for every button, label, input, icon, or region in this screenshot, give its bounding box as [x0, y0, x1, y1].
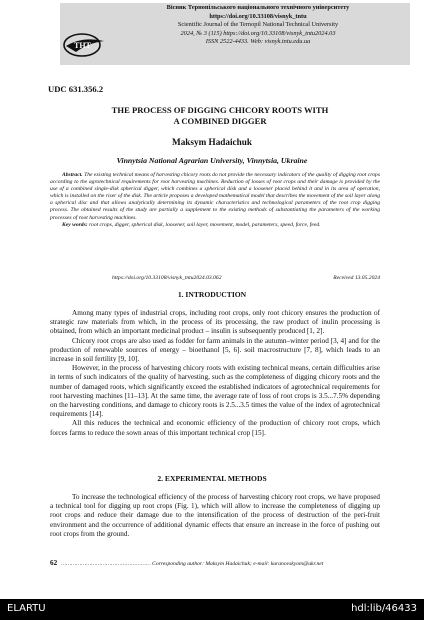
methods-body — [50, 493, 380, 539]
journal-name-ua: Вісник Тернопільського національного технічного університету — [166, 4, 350, 11]
udc-code: UDC 631.356.2 — [48, 84, 104, 94]
repository-name: ELARTU — [7, 603, 46, 614]
page-number: 62 — [50, 559, 58, 567]
methods-paragraph-1: To increase the technological efficiency of the process of harvesting chicory root crops, we have proposed a technical tool for digging up root crops (Fig. 1), which will allow to increase the completeness of digging up root crops and reduce their damage due to the intensification of the process of destruction of the peri-fruit environment and the occurrence of additional dynamic effects that ensure an increase in the force of pushing out root crops from the ground. — [50, 493, 380, 538]
repository-handle[interactable]: hdl:lib/46433 — [351, 603, 417, 614]
keywords-label: Key words: — [62, 221, 88, 228]
corresponding-author: Corresponding author: Maksym Hadaichuk; e-mail: kuranovskyom@ukr.net — [152, 561, 324, 567]
author-affiliation: Vinnytsia National Agrarian University, Vinnytsia, Ukraine — [116, 156, 308, 165]
journal-header-text — [108, 4, 408, 47]
keywords-text: root crops, digger, spherical disk, loosener, soil layer, movement, model, parameters, speed, force, feed. — [89, 221, 321, 228]
logo-text: ТНТ — [74, 41, 91, 50]
intro-paragraph-1: Among many types of industrial crops, including root crops, only root chicory ensures the production of strategic raw materials from which, in the process of its processing, the raw product of inulin processing is obtained, from which an important medicinal product – insulin is subsequently produced [1, 2]. — [50, 309, 380, 336]
section-heading-methods: 2. EXPERIMENTAL METHODS — [157, 474, 267, 483]
section-heading-introduction: 1. INTRODUCTION — [177, 290, 247, 299]
footer-dots: ……………………………………………… — [61, 561, 151, 567]
abstract-block — [50, 172, 380, 229]
repository-bar — [0, 599, 424, 620]
journal-doi-link[interactable]: https://doi.org/10.33108/visnyk_tntu — [209, 12, 307, 20]
issue-info: 2024, № 3 (115) https://doi.org/10.33108/visnyk_tntu2024.03 — [180, 29, 336, 37]
title-line-1: THE PROCESS OF DIGGING CHICORY ROOTS WITH — [111, 105, 329, 115]
received-date: Received 13.05.2024 — [333, 275, 380, 281]
article-doi-link[interactable]: https://doi.org/10.33108/visnyk_tntu2024.03.062 — [112, 275, 222, 281]
journal-name-en: Scientific Journal of the Ternopil National Technical University — [177, 21, 339, 29]
article-title — [60, 105, 380, 127]
abstract-label: Abstract. — [62, 172, 83, 178]
journal-logo — [62, 32, 106, 58]
intro-paragraph-4: All this reduces the technical and economic efficiency of the production of chicory root crops, which forces farms to reduce the sown areas of this important technical crop [15]. — [50, 419, 380, 437]
abstract-paragraph — [50, 172, 380, 222]
page-footer — [50, 559, 380, 567]
abstract-text: The existing technical means of harvesting chicory roots do not provide the necessary indicators of the quality of digging root crops according to the agrotechnical requirements for root harvesting machines. Reduction of losses of root crops and their damage is provided by the use of a combined single-disk spherical digger, which combines a spherical disk and a loosener placed behind it and in its area of operation, which is installed on the riser of the disk. The article proposes a developed mathematical model that describes the movement of the soil layer along a spherical disc and that allows analytically determining its dynamic characteristics and technological parameters of the root crop digging process. The obtained results of the study are partially a supplement to the existing methods of substantiating the parameters of the working processes of root harvesting machines. — [50, 172, 380, 221]
intro-paragraph-3: However, in the process of harvesting chicory roots with existing technical means, certain difficulties arise in terms of such indicators of the quality of harvesting, such as the completeness of digging chicory roots and the number of damaged roots, which significantly exceed the established indicators of agrotechnical requirements for root harvesting machines [11–13]. At the same time, the average rate of loss of root crops is 3.5...7.5% depending on the harvesting conditions, and damage to chicory roots is 2.5...3.5 times the value of the index of agrotechnical requirements [14]. — [50, 364, 380, 419]
author-name: Maksym Hadaichuk — [172, 137, 252, 147]
keywords-paragraph — [50, 222, 380, 229]
issn-web: ISSN 2522-4433. Web: visnyk.tntu.edu.ua — [205, 38, 311, 46]
intro-paragraph-2: Chicory root crops are also used as fodder for farm animals in the autumn–winter period [3, 4] and for the production of renewable sources of energy – bioethanol [5, 6]. soil macrostructure [7, 8], which leads to an increase in soil fertility [9, 10]. — [50, 336, 380, 364]
title-line-2: A COMBINED DIGGER — [173, 116, 267, 126]
introduction-body — [50, 309, 380, 438]
